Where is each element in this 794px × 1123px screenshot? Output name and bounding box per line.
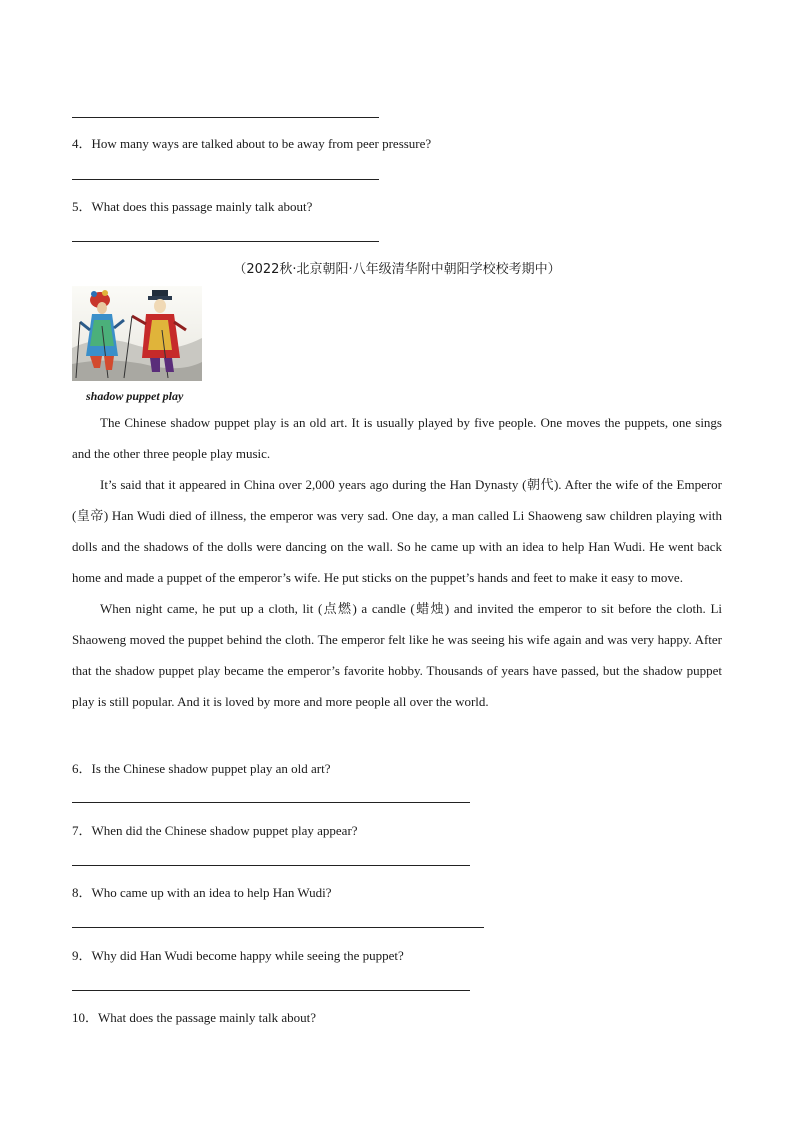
answer-line-3[interactable] — [72, 117, 379, 118]
answer-line-9[interactable] — [72, 990, 470, 991]
reading-passage — [72, 407, 722, 717]
question-5: 5．What does this passage mainly talk about? — [72, 199, 313, 214]
answer-line-7[interactable] — [72, 865, 470, 866]
answer-line-6[interactable] — [72, 802, 470, 803]
question-8: 8．Who came up with an idea to help Han Wudi? — [72, 885, 332, 900]
question-4: 4．How many ways are talked about to be away from peer pressure? — [72, 136, 432, 151]
passage-paragraph-2: It’s said that it appeared in China over 2,000 years ago during the Han Dynasty (朝代). After the wife of the Emperor (皇帝) Han Wudi died of illness, the emperor was very sad. One day, a man called Li Shaoweng saw children playing with dolls and the shadows of the dolls were dancing on the wall. So he came up with an idea to help Han Wudi. He went back home and made a puppet of the emperor’s wife. He put sticks on the puppet’s hands and feet to make it easy to move. — [72, 477, 722, 585]
answer-line-4[interactable] — [72, 179, 379, 180]
shadow-puppet-image — [72, 286, 202, 381]
source-note: （2022秋·北京朝阳·八年级清华附中朝阳学校校考期中） — [233, 262, 561, 277]
question-9: 9．Why did Han Wudi become happy while seeing the puppet? — [72, 948, 404, 963]
question-6: 6．Is the Chinese shadow puppet play an old art? — [72, 761, 331, 776]
passage-paragraph-3: When night came, he put up a cloth, lit (点燃) a candle (蜡烛) and invited the emperor to sit before the cloth. Li Shaoweng moved the puppet behind the cloth. The emperor felt like he was seeing his wife again and was very happy. After that the shadow puppet play became the emperor’s favorite hobby. Thousands of years have passed, but the shadow puppet play is still popular. And it is loved by more and more people all over the world. — [72, 601, 722, 709]
answer-line-5[interactable] — [72, 241, 379, 242]
question-7: 7．When did the Chinese shadow puppet play appear? — [72, 823, 358, 838]
question-10: 10．What does the passage mainly talk about? — [72, 1010, 317, 1025]
answer-line-8[interactable] — [72, 927, 484, 928]
image-caption: shadow puppet play — [86, 389, 184, 403]
passage-paragraph-1: The Chinese shadow puppet play is an old art. It is usually played by five people. One moves the puppets, one sings and the other three people play music. — [72, 415, 722, 461]
